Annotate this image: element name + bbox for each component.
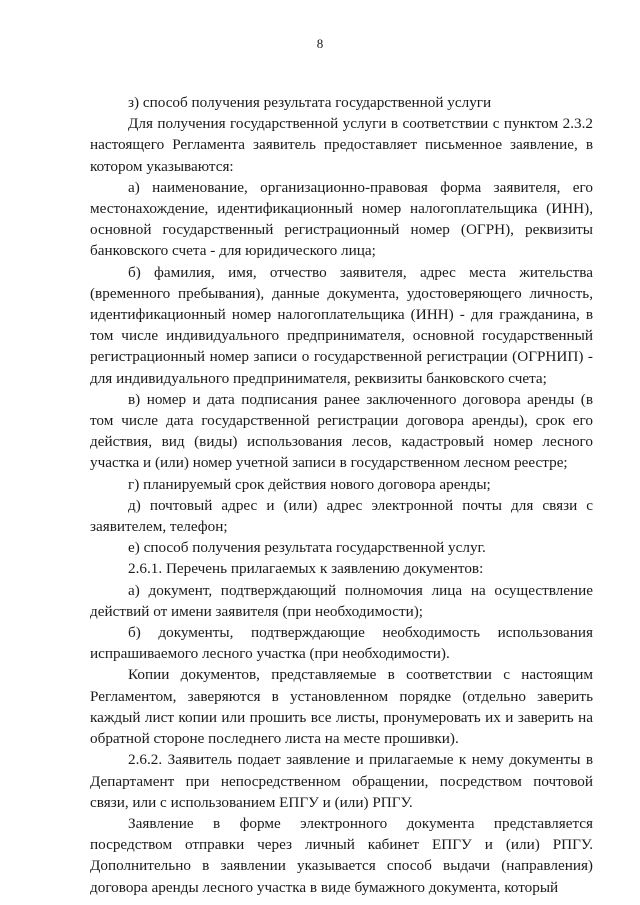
paragraph: Для получения государственной услуги в соответствии с пунктом 2.3.2 настоящего Регламента заявитель предоставляет письменное заявление, в котором указываются: — [90, 115, 593, 175]
paragraph: е) способ получения результата государственной услуг. — [128, 539, 486, 557]
paragraph: д) почтовый адрес и (или) адрес электронной почты для связи с заявителем, телефон; — [90, 496, 593, 536]
paragraph: 2.6.2. Заявитель подает заявление и прилагаемые к нему документы в Департамент при непосредственном обращении, посредством почтовой связи, или с использованием ЕПГУ и (или) РПГУ. — [90, 751, 593, 811]
paragraph: з) способ получения результата государственной услуги — [128, 94, 492, 111]
page-number: 8 — [316, 36, 324, 51]
paragraph: в) номер и дата подписания ранее заключенного договора аренды (в том числе дата государственной регистрации договора аренды), срок его действия, вид (виды) использования лесов, кадастровый номер лесного участка и (или) номер учетной записи в государственном лесном реестре; — [90, 390, 593, 472]
paragraph: б) документы, подтверждающие необходимость использования испрашиваемого лесного участка (при необходимости). — [90, 624, 593, 663]
paragraph: г) планируемый срок действия нового договора аренды; — [128, 475, 491, 493]
paragraph: Заявление в форме электронного документа представляется посредством отправки через личный кабинет ЕПГУ и (или) РПГУ. Дополнительно в заявлении указывается способ выдачи (направления) договора аренды лесного участка в виде бумажного документа, который — [90, 814, 593, 896]
paragraph: Копии документов, представляемые в соответствии с настоящим Регламентом, заверяются в установленном порядке (отдельно заверить каждый лист копии или прошить все листы, пронумеровать их и заверить на обратной стороне последнего листа на месте прошивки). — [90, 666, 593, 748]
paragraph: а) наименование, организационно-правовая форма заявителя, его местонахождение, идентификационный номер налогоплательщика (ИНН), основной государственный регистрационный номер (ОГРН), реквизиты банковского счета - для юридического лица; — [90, 178, 593, 260]
paragraph: б) фамилия, имя, отчество заявителя, адрес места жительства (временного пребывания), данные документа, удостоверяющего личность, идентификационный номер налогоплательщика (ИНН) - для гражданина, в том числе индивидуального предпринимателя, основной государственный регистрационный номер записи о государственной регистрации (ОГРНИП) - для индивидуального предпринимателя, реквизиты банковского счета; — [90, 263, 593, 387]
document-body — [90, 92, 593, 898]
paragraph: 2.6.1. Перечень прилагаемых к заявлению документов: — [128, 560, 484, 578]
paragraph: а) документ, подтверждающий полномочия лица на осуществление действий от имени заявителя (при необходимости); — [90, 581, 593, 620]
